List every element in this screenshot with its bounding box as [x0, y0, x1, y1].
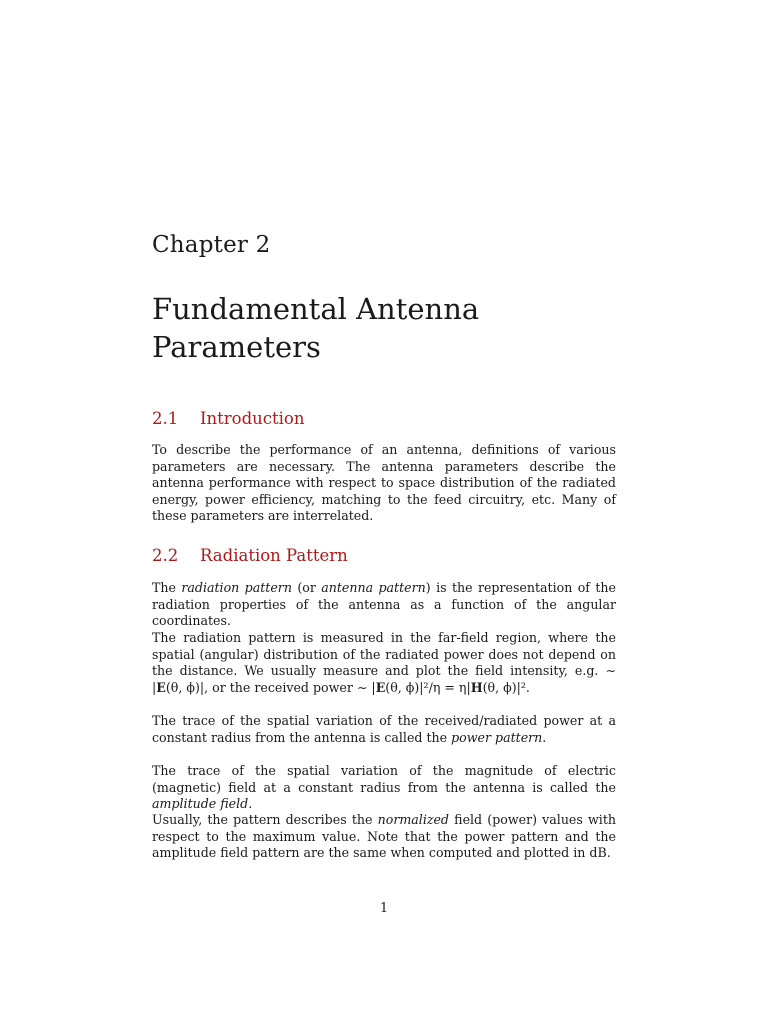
- section-title: Radiation Pattern: [200, 546, 348, 565]
- radiation-pattern-definition-paragraph: [152, 580, 616, 630]
- text-run: .: [542, 729, 547, 745]
- text-run: The trace of the spatial variation of the magnitude of electric (magnetic) field at a constant radius from the antenna is called the: [152, 763, 616, 795]
- text-run: The radiation pattern is measured in the far-field region, where the spatial (angular) distribution of the radiated power does not depend on the distance. We usually measure and plot the field intensity, e.g. ∼ |: [152, 630, 616, 695]
- term-antenna-pattern: antenna pattern: [321, 580, 426, 595]
- text-run: (θ, ϕ)|².: [482, 679, 530, 695]
- section-heading-radiation-pattern: [152, 546, 348, 565]
- text-run: field (power) values with respect to the maximum value. Note that the power pattern and the amplitude field pattern are the same when computed and plotted in dB.: [152, 812, 616, 860]
- section-number: 2.2: [152, 546, 179, 565]
- normalized-pattern-paragraph: [152, 812, 616, 862]
- power-pattern-paragraph: [152, 713, 616, 746]
- text-run: ) is the representation of the radiation properties of the antenna as a function of the angular coordinates.: [152, 580, 616, 628]
- math-vector-e: E: [375, 679, 386, 695]
- document-page: [152, 0, 616, 1024]
- text-run: (θ, ϕ)|²/η = η|: [385, 679, 471, 695]
- page-number: 1: [379, 900, 388, 915]
- text-run: Usually, the pattern describes the: [152, 812, 378, 827]
- term-radiation-pattern: radiation pattern: [181, 580, 292, 595]
- math-vector-e: E: [156, 679, 166, 695]
- text-run: The: [152, 580, 182, 595]
- text-run: The trace of the spatial variation of the received/radiated power at a constant radius from the antenna is called the: [152, 713, 616, 745]
- intro-paragraph: To describe the performance of an antenna, definitions of various parameters are necessary. The antenna parameters describe the antenna performance with respect to space distribution of the radiated energy, power efficiency, matching to the feed circuitry, etc. Many of these parameters are interrelated.: [152, 442, 616, 523]
- text-run: (θ, ϕ)|, or the received power ∼ |: [165, 679, 376, 695]
- section-number: 2.1: [152, 409, 179, 428]
- text-run: (or: [291, 580, 322, 595]
- section-heading-introduction: [152, 409, 305, 428]
- chapter-label: Chapter 2: [152, 232, 271, 258]
- math-vector-h: H: [470, 679, 483, 695]
- term-normalized: normalized: [377, 812, 449, 827]
- far-field-paragraph: [152, 630, 616, 696]
- term-power-pattern: power pattern: [451, 729, 543, 745]
- chapter-title: Fundamental Antenna Parameters: [152, 292, 480, 364]
- amplitude-field-paragraph: [152, 763, 616, 813]
- text-run: .: [248, 796, 253, 811]
- term-amplitude-field: amplitude field: [152, 796, 249, 811]
- section-title: Introduction: [200, 409, 305, 428]
